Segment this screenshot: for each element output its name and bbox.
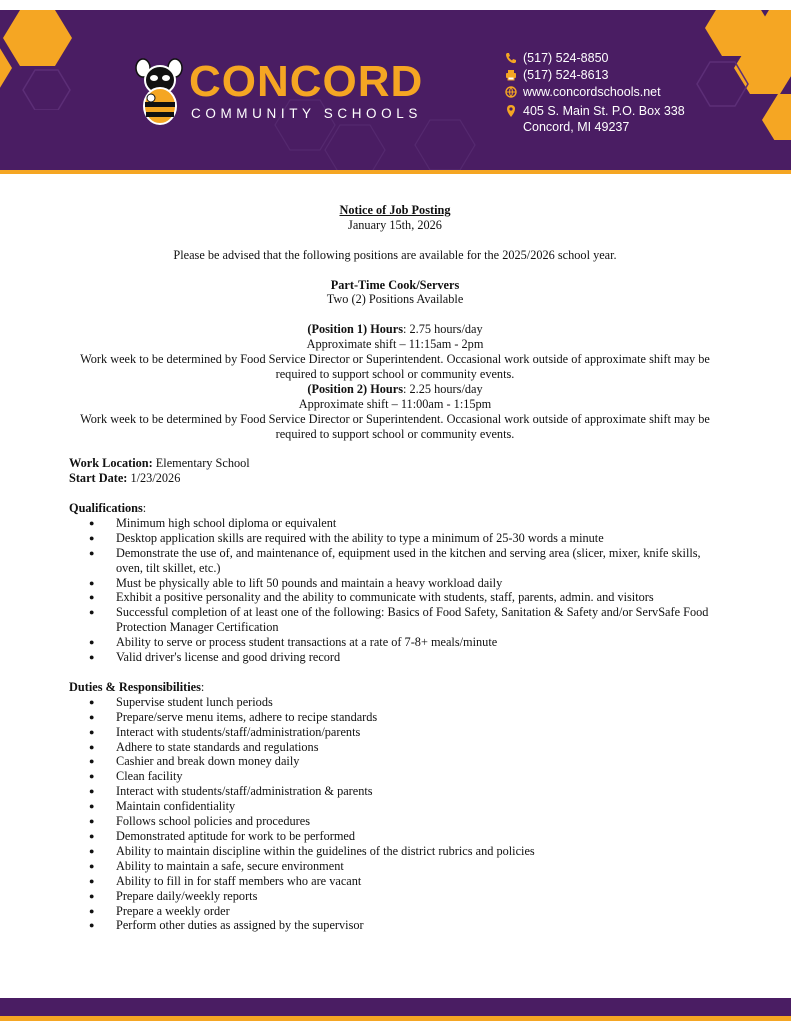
list-item: ● Clean facility — [69, 769, 721, 784]
qualifications-label: Qualifications — [69, 501, 143, 516]
address-row — [505, 103, 725, 135]
intro-paragraph: Please be advised that the following positions are available for the 2025/2026 school year. — [173, 247, 617, 262]
list-item: ● Ability to serve or process student transactions at a rate of 7-8+ meals/minute — [69, 635, 721, 650]
school-subtitle: COMMUNITY SCHOOLS — [191, 106, 422, 121]
bee-mascot-icon — [133, 58, 187, 126]
qualifications-list — [69, 516, 721, 665]
job-posting-body — [69, 203, 721, 933]
duties-colon: : — [200, 679, 205, 694]
list-item: ● Prepare/serve menu items, adhere to recipe standards — [69, 710, 721, 725]
list-item: ● Ability to maintain a safe, secure environment — [69, 859, 721, 874]
list-item: ● Ability to fill in for staff members who are vacant — [69, 874, 721, 889]
position-2-label: (Position 2) Hours — [307, 381, 404, 396]
list-item: ● Supervise student lunch periods — [69, 695, 721, 710]
notice-title: Notice of Job Posting — [339, 203, 451, 217]
list-item: ● Ability to maintain discipline within the guidelines of the district rubrics and policies — [69, 844, 721, 859]
phone-icon — [505, 52, 517, 64]
list-item: ● Successful completion of at least one of the following: Basics of Food Safety, Sanitation & Safety and/or ServSafe Food Protection Manager Certification — [69, 605, 721, 635]
list-item: ● Perform other duties as assigned by the supervisor — [69, 918, 721, 933]
fax-number: (517) 524-8613 — [523, 68, 609, 82]
list-item: ● Maintain confidentiality — [69, 799, 721, 814]
position-1-note: Work week to be determined by Food Service Director or Superintendent. Occasional work outside of approximate shift may be required to support school or community events. — [80, 352, 710, 381]
work-location-label: Work Location: — [69, 456, 153, 471]
contact-info — [505, 50, 725, 135]
list-item: ● Exhibit a positive personality and the ability to communicate with students, staff, parents, admin. and visitors — [69, 590, 721, 605]
start-date-value: 1/23/2026 — [127, 471, 181, 486]
notice-date: January 15th, 2026 — [348, 217, 442, 232]
phone-row — [505, 50, 725, 67]
list-item: ● Interact with students/staff/administration & parents — [69, 784, 721, 799]
footer-band — [0, 998, 791, 1016]
list-item: ● Demonstrated aptitude for work to be performed — [69, 829, 721, 844]
position-2-hours-value: : 2.25 hours/day — [403, 381, 483, 396]
list-item: ● Adhere to state standards and regulations — [69, 740, 721, 755]
position-1-hours — [69, 322, 721, 337]
website-link: www.concordschools.net — [523, 85, 661, 99]
position-2-hours — [69, 382, 721, 397]
fax-icon — [505, 69, 517, 81]
duties-heading — [69, 680, 721, 695]
position-1-hours-value: : 2.75 hours/day — [403, 322, 483, 337]
position-title: Part-Time Cook/Servers — [330, 277, 460, 292]
start-date — [69, 471, 721, 486]
list-item: ● Minimum high school diploma or equivalent — [69, 516, 721, 531]
school-logo — [133, 58, 443, 128]
position-1-shift: Approximate shift – 11:15am - 2pm — [306, 337, 484, 352]
qualifications-colon: : — [142, 501, 147, 516]
list-item: ● Cashier and break down money daily — [69, 754, 721, 769]
list-item: ● Prepare a weekly order — [69, 904, 721, 919]
letterhead-banner — [0, 10, 791, 170]
position-2-shift: Approximate shift – 11:00am - 1:15pm — [298, 396, 492, 411]
header-gold-rule — [0, 170, 791, 174]
footer-gold-rule — [0, 1016, 791, 1021]
address-line-1: 405 S. Main St. P.O. Box 338 — [523, 104, 685, 118]
website-row — [505, 84, 725, 101]
list-item: ● Interact with students/staff/administration/parents — [69, 725, 721, 740]
address-line-2: Concord, MI 49237 — [523, 120, 630, 134]
honeycomb-left-decoration — [0, 10, 100, 110]
duties-label: Duties & Responsibilities — [69, 679, 201, 694]
list-item: ● Desktop application skills are required with the ability to type a minimum of 25-30 words a minute — [69, 531, 721, 546]
list-item: ● Follows school policies and procedures — [69, 814, 721, 829]
location-pin-icon — [505, 105, 517, 117]
school-name: CONCORD — [189, 57, 424, 106]
list-item: ● Prepare daily/weekly reports — [69, 889, 721, 904]
globe-icon — [505, 86, 517, 98]
list-item: ● Valid driver's license and good driving record — [69, 650, 721, 665]
qualifications-heading — [69, 501, 721, 516]
position-1-label: (Position 1) Hours — [307, 322, 404, 337]
list-item: ● Must be physically able to lift 50 pounds and maintain a heavy workload daily — [69, 576, 721, 591]
position-2-note: Work week to be determined by Food Service Director or Superintendent. Occasional work outside of approximate shift may be required to support school or community events. — [80, 411, 710, 441]
duties-list — [69, 695, 721, 934]
fax-row — [505, 67, 725, 84]
phone-number: (517) 524-8850 — [523, 51, 609, 65]
positions-available: Two (2) Positions Available — [326, 292, 464, 307]
start-date-label: Start Date: — [69, 471, 128, 486]
list-item: ● Demonstrate the use of, and maintenance of, equipment used in the kitchen and serving area (slicer, mixer, knife skills, oven, tilt skillet, etc.) — [69, 546, 721, 576]
work-location — [69, 456, 721, 471]
work-location-value: Elementary School — [152, 456, 250, 471]
